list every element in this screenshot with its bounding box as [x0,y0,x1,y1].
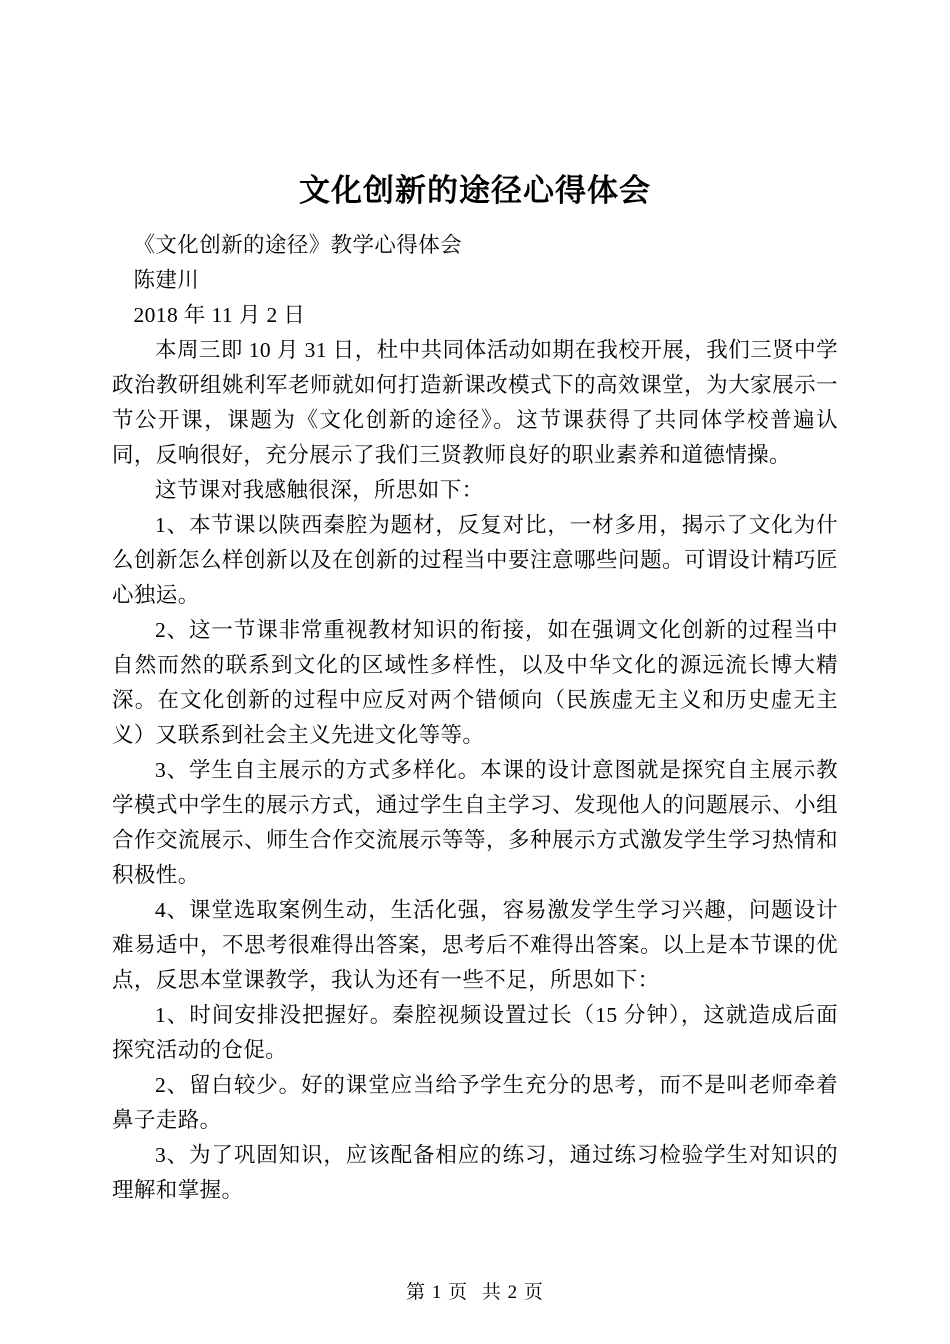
body-paragraph: 2、这一节课非常重视教材知识的衔接，如在强调文化创新的过程当中自然而然的联系到文化的区域性多样性，以及中华文化的源远流长博大精深。在文化创新的过程中应反对两个错倾向（民族虚无主义和历史虚无主义）又联系到社会主义先进文化等等。 [112,618,838,747]
page-title: 文化创新的途径心得体会 [299,173,651,208]
page-footer [112,1247,838,1304]
header-line: 《文化创新的途径》教学心得体会 [133,233,463,257]
body-paragraph: 3、为了巩固知识，应该配备相应的练习，通过练习检验学生对知识的理解和掌握。 [112,1143,838,1202]
document-body [112,228,838,1208]
body-paragraph: 这节课对我感触很深，所思如下： [155,478,484,502]
body-paragraph: 3、学生自主展示的方式多样化。本课的设计意图就是探究自主展示教学模式中学生的展示方式，通过学生自主学习、发现他人的问题展示、小组合作交流展示、师生合作交流展示等等，多种展示方式激发学生学习热情和积极性。 [112,758,838,887]
body-paragraph: 1、本节课以陕西秦腔为题材，反复对比，一材多用，揭示了文化为什么创新怎么样创新以及在创新的过程当中要注意哪些问题。可谓设计精巧匠心独运。 [112,513,838,607]
body-paragraph: 2、留白较少。好的课堂应当给予学生充分的思考，而不是叫老师牵着鼻子走路。 [112,1073,838,1132]
author-name: 陈建川 [133,268,200,292]
footer-current-page: 第 1 页 [406,1282,469,1303]
body-paragraph: 4、课堂选取案例生动，生活化强，容易激发学生学习兴趣，问题设计难易适中，不思考很难得出答案，思考后不难得出答案。以上是本节课的优点，反思本堂课教学，我认为还有一些不足，所思如下： [112,898,838,992]
document-date: 2018 年 11 月 2 日 [133,303,306,327]
footer-total-pages: 共 2 页 [481,1282,544,1303]
body-paragraph: 1、时间安排没把握好。秦腔视频设置过长（15 分钟），这就造成后面探究活动的仓促。 [112,1003,838,1062]
body-paragraph: 本周三即 10 月 31 日，杜中共同体活动如期在我校开展，我们三贤中学政治教研组姚利军老师就如何打造新课改模式下的高效课堂，为大家展示一节公开课，课题为《文化创新的途径》。这节课获得了共同体学校普遍认同，反响很好，充分展示了我们三贤教师良好的职业素养和道德情操。 [112,338,838,467]
